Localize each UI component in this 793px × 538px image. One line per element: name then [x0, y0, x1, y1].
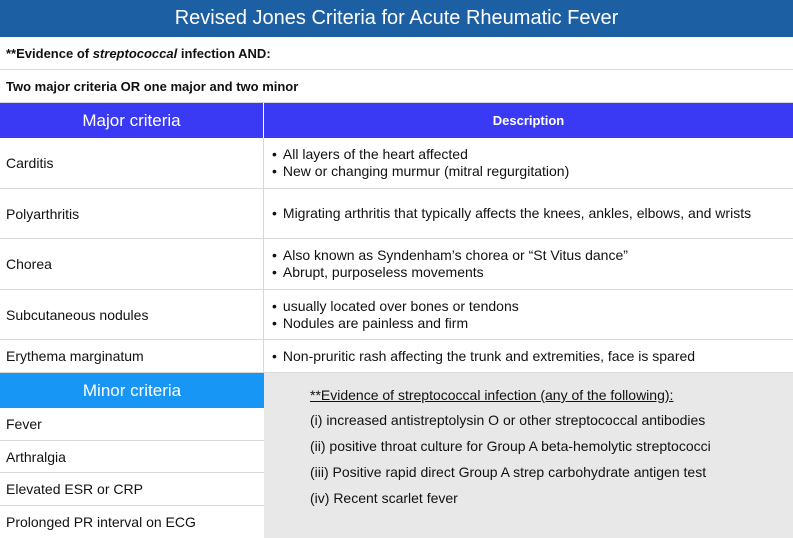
major-row-chorea [0, 239, 793, 290]
major-name: Polyarthritis [0, 189, 264, 238]
evidence-item: (i) increased antistreptolysin O or other streptococcal antibodies [310, 412, 793, 429]
evidence-italic: streptococcal [93, 46, 178, 61]
minor-criteria-header: Minor criteria [0, 373, 264, 408]
minor-section [0, 373, 793, 538]
bullet-text: • Non-pruritic rash affecting the trunk and extremities, face is spared [272, 348, 793, 365]
major-row-polyarthritis [0, 189, 793, 239]
evidence-item: (iii) Positive rapid direct Group A strep carbohydrate antigen test [310, 464, 793, 481]
major-description [264, 138, 793, 188]
table-title: Revised Jones Criteria for Acute Rheumatic Fever [0, 0, 793, 37]
bullet-text: • All layers of the heart affected [272, 146, 793, 163]
minor-criteria-column [0, 373, 264, 538]
evidence-prefix: **Evidence of [6, 46, 93, 61]
evidence-item: (iv) Recent scarlet fever [310, 490, 793, 507]
evidence-item: (ii) positive throat culture for Group A beta-hemolytic streptococci [310, 438, 793, 455]
major-description [264, 189, 793, 238]
minor-item: Fever [0, 408, 264, 441]
major-row-erythema-marginatum [0, 340, 793, 373]
minor-item: Prolonged PR interval on ECG [0, 506, 264, 538]
major-criteria-header: Major criteria [0, 103, 264, 138]
evidence-requirement [0, 37, 793, 70]
major-description [264, 239, 793, 289]
major-name: Subcutaneous nodules [0, 290, 264, 339]
bullet-text: • Nodules are painless and firm [272, 315, 793, 332]
bullet-text: • usually located over bones or tendons [272, 298, 793, 315]
description-header: Description [264, 103, 793, 138]
major-description [264, 290, 793, 339]
evidence-suffix: infection AND: [177, 46, 270, 61]
criteria-requirement: Two major criteria OR one major and two minor [0, 70, 793, 103]
major-name: Chorea [0, 239, 264, 289]
major-row-carditis [0, 138, 793, 189]
bullet-text: • Abrupt, purposeless movements [272, 264, 793, 281]
bullet-text: • New or changing murmur (mitral regurgitation) [272, 163, 793, 180]
bullet-text: • Migrating arthritis that typically affects the knees, ankles, elbows, and wrists [272, 205, 793, 222]
streptococcal-evidence-box [264, 373, 793, 538]
major-header-row [0, 103, 793, 138]
minor-item: Arthralgia [0, 441, 264, 474]
major-name: Carditis [0, 138, 264, 188]
major-name: Erythema marginatum [0, 340, 264, 372]
major-row-subcutaneous-nodules [0, 290, 793, 340]
minor-item: Elevated ESR or CRP [0, 473, 264, 506]
bullet-text: • Also known as Syndenham’s chorea or “St Vitus dance” [272, 247, 793, 264]
major-description [264, 340, 793, 372]
evidence-heading: **Evidence of streptococcal infection (any of the following): [310, 387, 793, 403]
